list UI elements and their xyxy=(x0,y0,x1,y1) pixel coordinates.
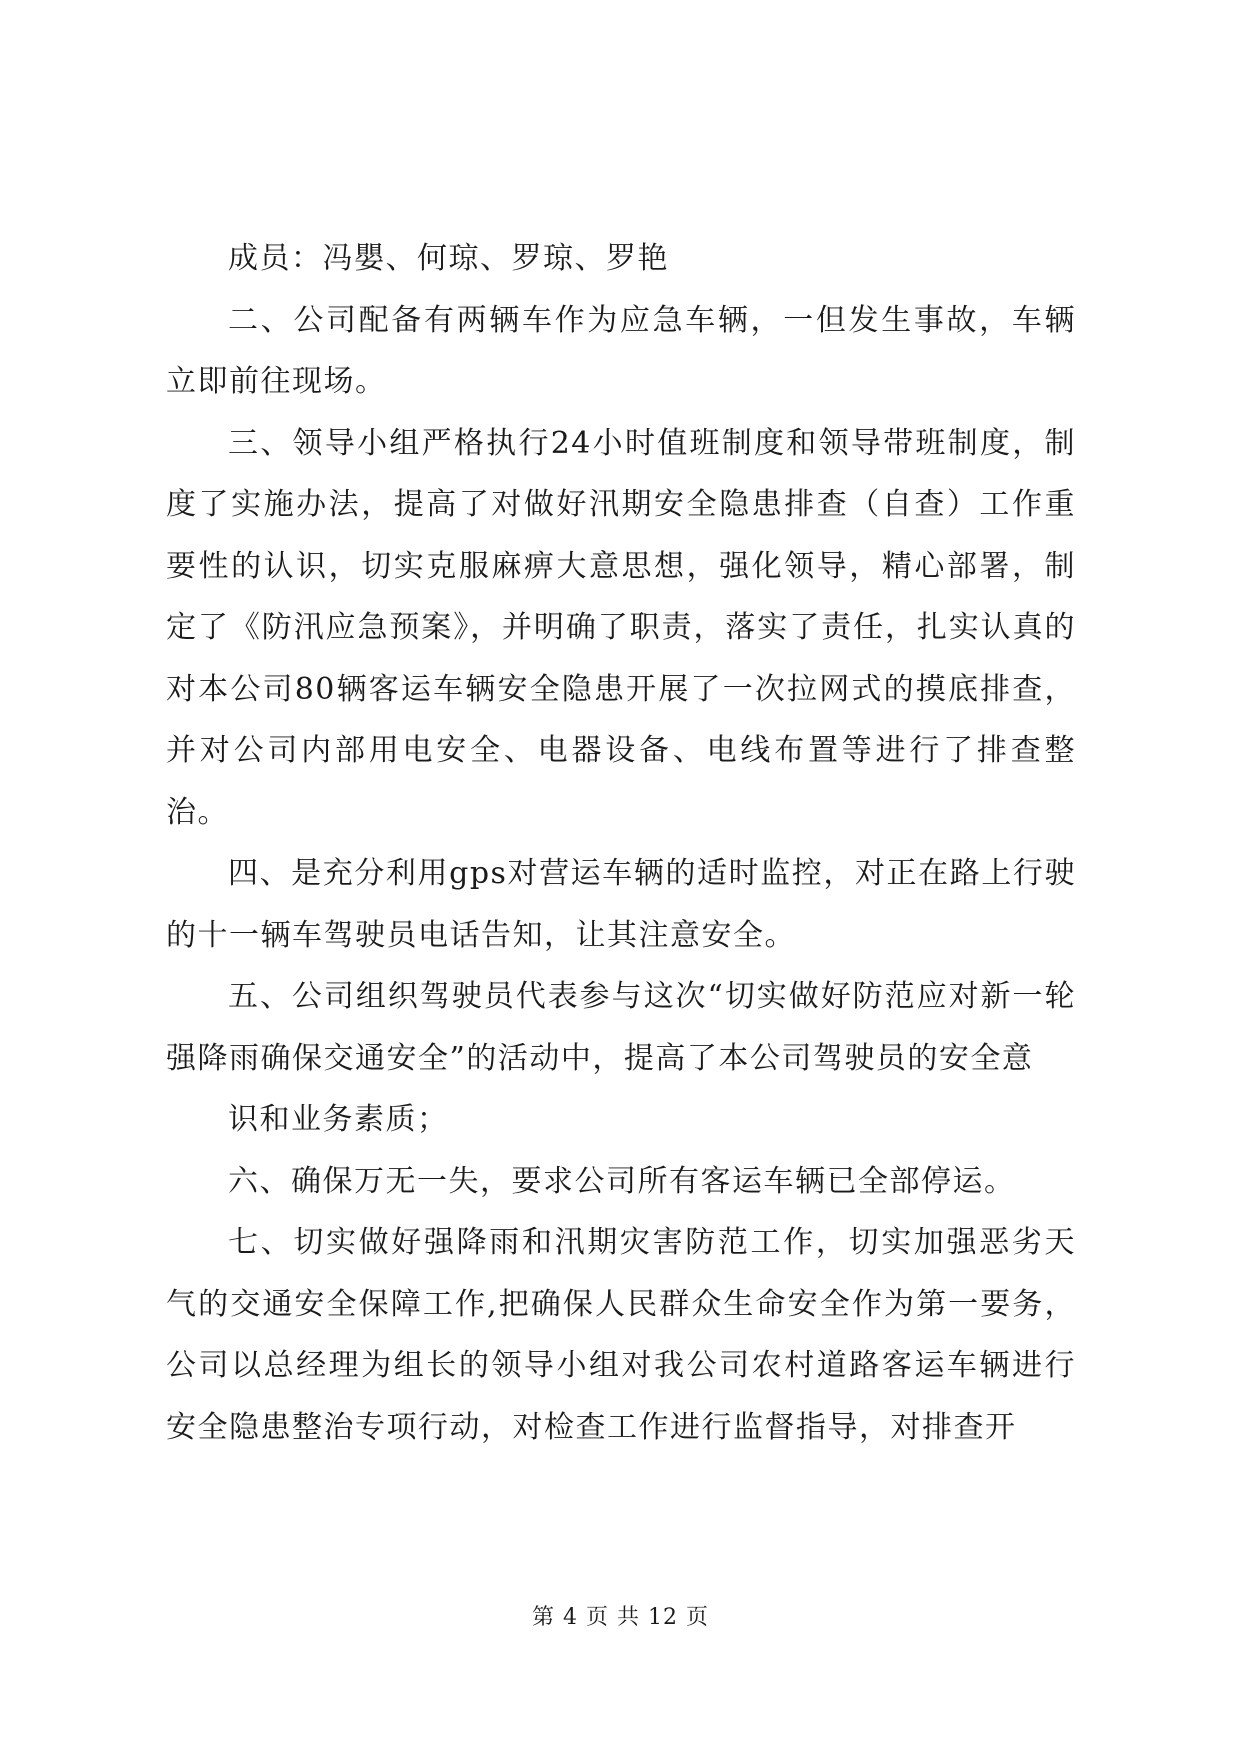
document-body xyxy=(166,228,1076,1458)
paragraph-item-5-continued: 识和业务素质； xyxy=(228,1102,449,1137)
paragraph-item-6: 六、确保万无一失，要求公司所有客运车辆已全部停运。 xyxy=(228,1163,1016,1199)
paragraph-item-4: 四、是充分利用gps对营运车辆的适时监控，对正在路上行驶的十一辆车驾驶员电话告知，让其注意安全。 xyxy=(166,856,1076,953)
paragraph-item-2: 二、公司配备有两辆车作为应急车辆，一但发生事故，车辆立即前往现场。 xyxy=(166,302,1076,399)
paragraph-item-5: 五、公司组织驾驶员代表参与这次“切实做好防范应对新一轮强降雨确保交通安全”的活动中，提高了本公司驾驶员的安全意 xyxy=(166,979,1076,1076)
paragraph-members: 成员：冯嬰、何琼、罗琼、罗艳 xyxy=(228,241,669,276)
page-number-footer: 第 4 页 共 12 页 xyxy=(532,1605,709,1630)
paragraph-item-7: 七、切实做好强降雨和汛期灾害防范工作，切实加强恶劣天气的交通安全保障工作,把确保人民群众生命安全作为第一要务，公司以总经理为组长的领导小组对我公司农村道路客运车辆进行安全隐患整治专项行动，对检查工作进行监督指导，对排查开 xyxy=(166,1225,1076,1445)
paragraph-item-3: 三、领导小组严格执行24小时值班制度和领导带班制度，制度了实施办法，提高了对做好汛期安全隐患排查（自查）工作重要性的认识，切实克服麻痹大意思想，强化领导，精心部署，制定了《防汛应急预案》，并明确了职责，落实了责任，扎实认真的对本公司80辆客运车辆安全隐患开展了一次拉网式的摸底排查，并对公司内部用电安全、电器设备、电线布置等进行了排查整治。 xyxy=(166,425,1076,830)
